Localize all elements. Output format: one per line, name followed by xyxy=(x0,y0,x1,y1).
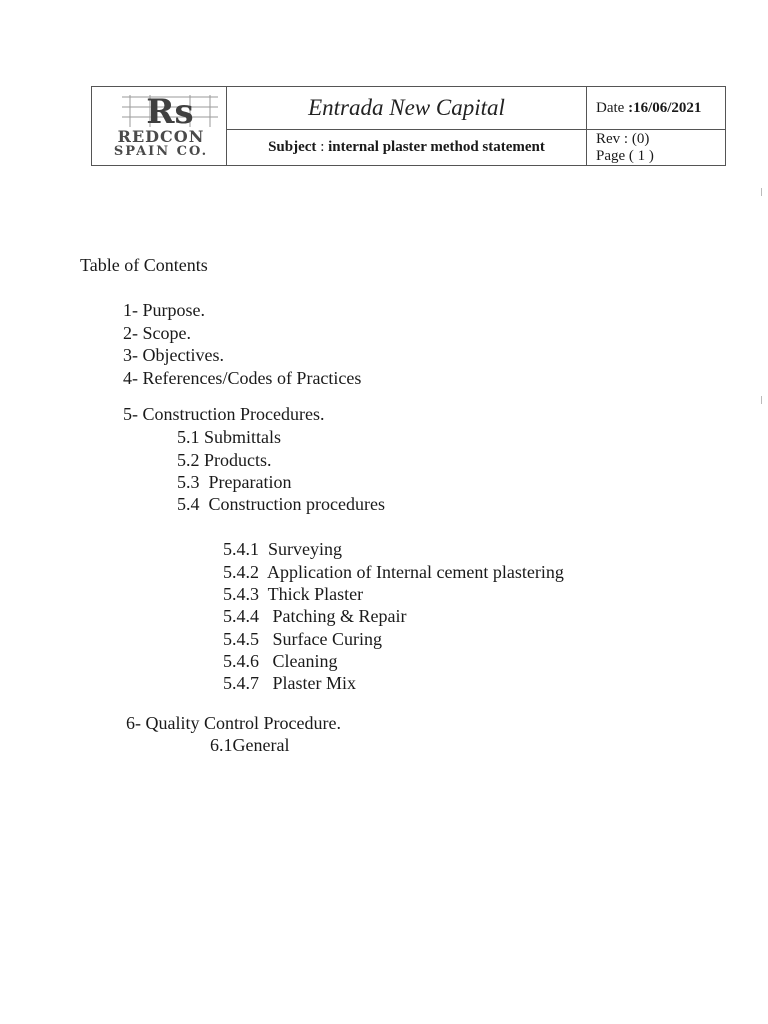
subject-separator: : xyxy=(316,139,329,155)
logo-monogram-text: Rs xyxy=(146,93,194,127)
project-title-cell xyxy=(227,87,587,130)
subject-label: Subject xyxy=(268,139,317,155)
date-cell xyxy=(587,87,725,130)
toc-item: 6- Quality Control Procedure. xyxy=(126,713,341,733)
toc-item: 4- References/Codes of Practices xyxy=(123,368,362,388)
toc-subsubitem: 5.4.1 Surveying xyxy=(223,539,342,559)
logo-company-name: REDCON xyxy=(117,127,205,146)
document-header xyxy=(91,86,726,166)
toc-item: 1- Purpose. xyxy=(123,300,205,320)
toc-subsubitem: 5.4.3 Thick Plaster xyxy=(223,584,364,604)
project-title: Entrada New Capital xyxy=(308,95,505,120)
toc-subsubitem: 5.4.7 Plaster Mix xyxy=(223,673,356,693)
page-number: Page ( 1 ) xyxy=(596,147,654,164)
date-label: Date xyxy=(596,99,629,116)
revision-number: Rev : (0) xyxy=(596,130,650,147)
toc-item: 2- Scope. xyxy=(123,323,191,343)
subject-value: internal plaster method statement xyxy=(328,139,545,155)
toc-item: 3- Objectives. xyxy=(123,345,224,365)
toc-item: 5- Construction Procedures. xyxy=(123,404,325,424)
toc-subitem: 5.4 Construction procedures xyxy=(177,494,385,514)
page-edge-mark xyxy=(761,396,762,404)
logo-cell xyxy=(92,87,227,165)
toc-subsubitem: 5.4.5 Surface Curing xyxy=(223,629,382,649)
toc-subitem: 5.3 Preparation xyxy=(177,472,292,492)
subject-cell xyxy=(227,130,587,165)
logo-monogram xyxy=(120,93,220,127)
toc-subsubitem: 5.4.6 Cleaning xyxy=(223,651,338,671)
toc-subitem: 5.1 Submittals xyxy=(177,427,282,447)
logo-company-suffix: SPAIN CO. xyxy=(113,144,209,159)
toc-heading: Table of Contents xyxy=(80,255,208,275)
date-value: :16/06/2021 xyxy=(628,99,702,116)
toc-subsubitem: 5.4.2 Application of Internal cement plastering xyxy=(223,562,564,582)
page-edge-mark xyxy=(761,188,762,196)
toc-subitem: 6.1General xyxy=(210,735,290,755)
company-logo xyxy=(98,93,222,159)
toc-subsubitem: 5.4.4 Patching & Repair xyxy=(223,606,407,626)
toc-subitem: 5.2 Products. xyxy=(177,450,272,470)
revision-cell xyxy=(587,130,725,165)
